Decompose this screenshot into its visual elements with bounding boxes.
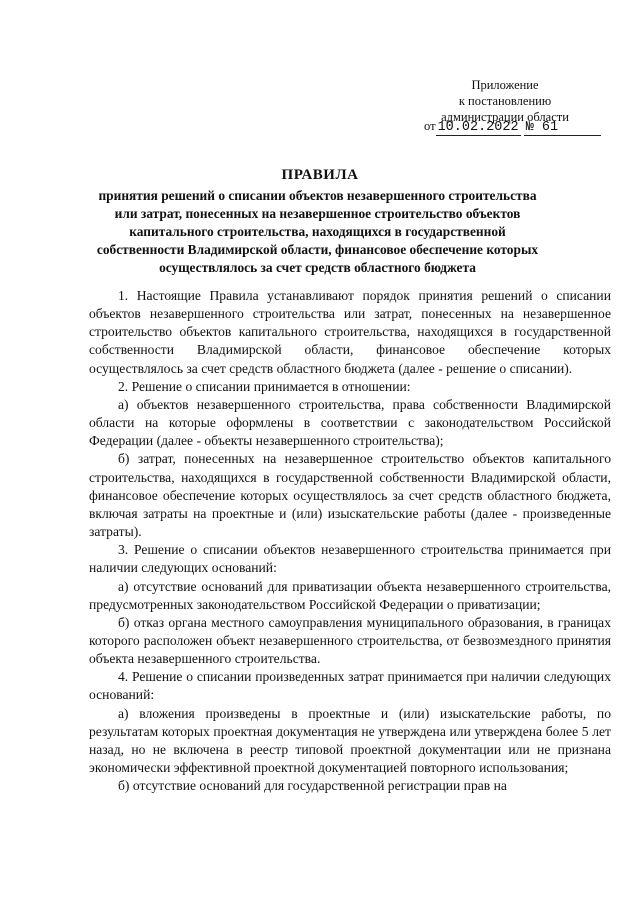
paragraph-4a: а) вложения произведены в проектные и (или) изыскательские работы, по результатам которых проектная документация не утверждена или утверждена более 5 лет назад, но не включена в реестр типовой проектной документации или не признана экономически эффективной проектной документацией повторного использования; bbox=[89, 705, 611, 776]
paragraph-2: 2. Решение о списании принимается в отношении: bbox=[118, 378, 411, 394]
paragraph-3a: а) отсутствие оснований для приватизации объекта незавершенного строительства, предусмотренных законодательством Российской Федерации о приватизации; bbox=[89, 578, 611, 612]
paragraph-2a: а) объектов незавершенного строительства, права собственности Владимирской области на которые оформлены в соответствии с законодательством Российской Федерации (далее - объекты незавершенного строительства); bbox=[89, 396, 611, 449]
resolution-date bbox=[436, 120, 521, 136]
document-subtitle: принятия решений о списании объектов незавершенного строительства или затрат, понесенных на незавершенное строительство объектов капитального строительства, находящихся в государственной собственности Владимирской области, финансовое обеспечение которых осуществлялось за счет средств областного бюджета bbox=[96, 188, 539, 275]
paragraph-1: 1. Настоящие Правила устанавливают порядок принятия решений о списании объектов незавершенного строительства или затрат, понесенных на незавершенное строительство объектов капитального строительства, находящихся в государственной собственности Владимирской области, финансовое обеспечение которых осуществлялось за счет средств областного бюджета (далее - решение о списании). bbox=[89, 288, 611, 376]
document-body bbox=[89, 287, 611, 795]
number-sign: № bbox=[525, 120, 534, 135]
paragraph-2b: б) затрат, понесенных на незавершенное строительство объектов капитального строительства, находящихся в государственной собственности Владимирской области, финансовое обеспечение которых осуществлялось за счет средств областного бюджета, включая затраты на проектные и (или) изыскательские работы (далее - произведенные затраты). bbox=[89, 451, 611, 540]
appendix-line-2: к постановлению bbox=[458, 94, 552, 108]
paragraph-4b: б) отсутствие оснований для государственной регистрации прав на bbox=[118, 778, 507, 794]
paragraph-3b: б) отказ органа местного самоуправления муниципального образования, в границах которого расположен объект незавершенного строительства, от безвозмездного принятия объекта незавершенного строительства. bbox=[89, 614, 611, 667]
paragraph-3: 3. Решение о списании объектов незавершенного строительства принимается при наличии следующих оснований: bbox=[89, 542, 611, 576]
appendix-line-1: Приложение bbox=[471, 78, 539, 92]
resolution-date-line bbox=[424, 119, 584, 136]
document-title: ПРАВИЛА bbox=[281, 167, 359, 183]
paragraph-4: 4. Решение о списании произведенных затрат принимается при наличии следующих оснований: bbox=[89, 669, 611, 703]
resolution-number-value: 61 bbox=[541, 120, 559, 135]
appendix-line-3: администрации области bbox=[441, 110, 569, 124]
resolution-number bbox=[524, 120, 601, 136]
appendix-header bbox=[415, 77, 595, 125]
date-prefix: от bbox=[424, 119, 436, 133]
resolution-date-value: 10.02.2022 bbox=[437, 120, 519, 135]
